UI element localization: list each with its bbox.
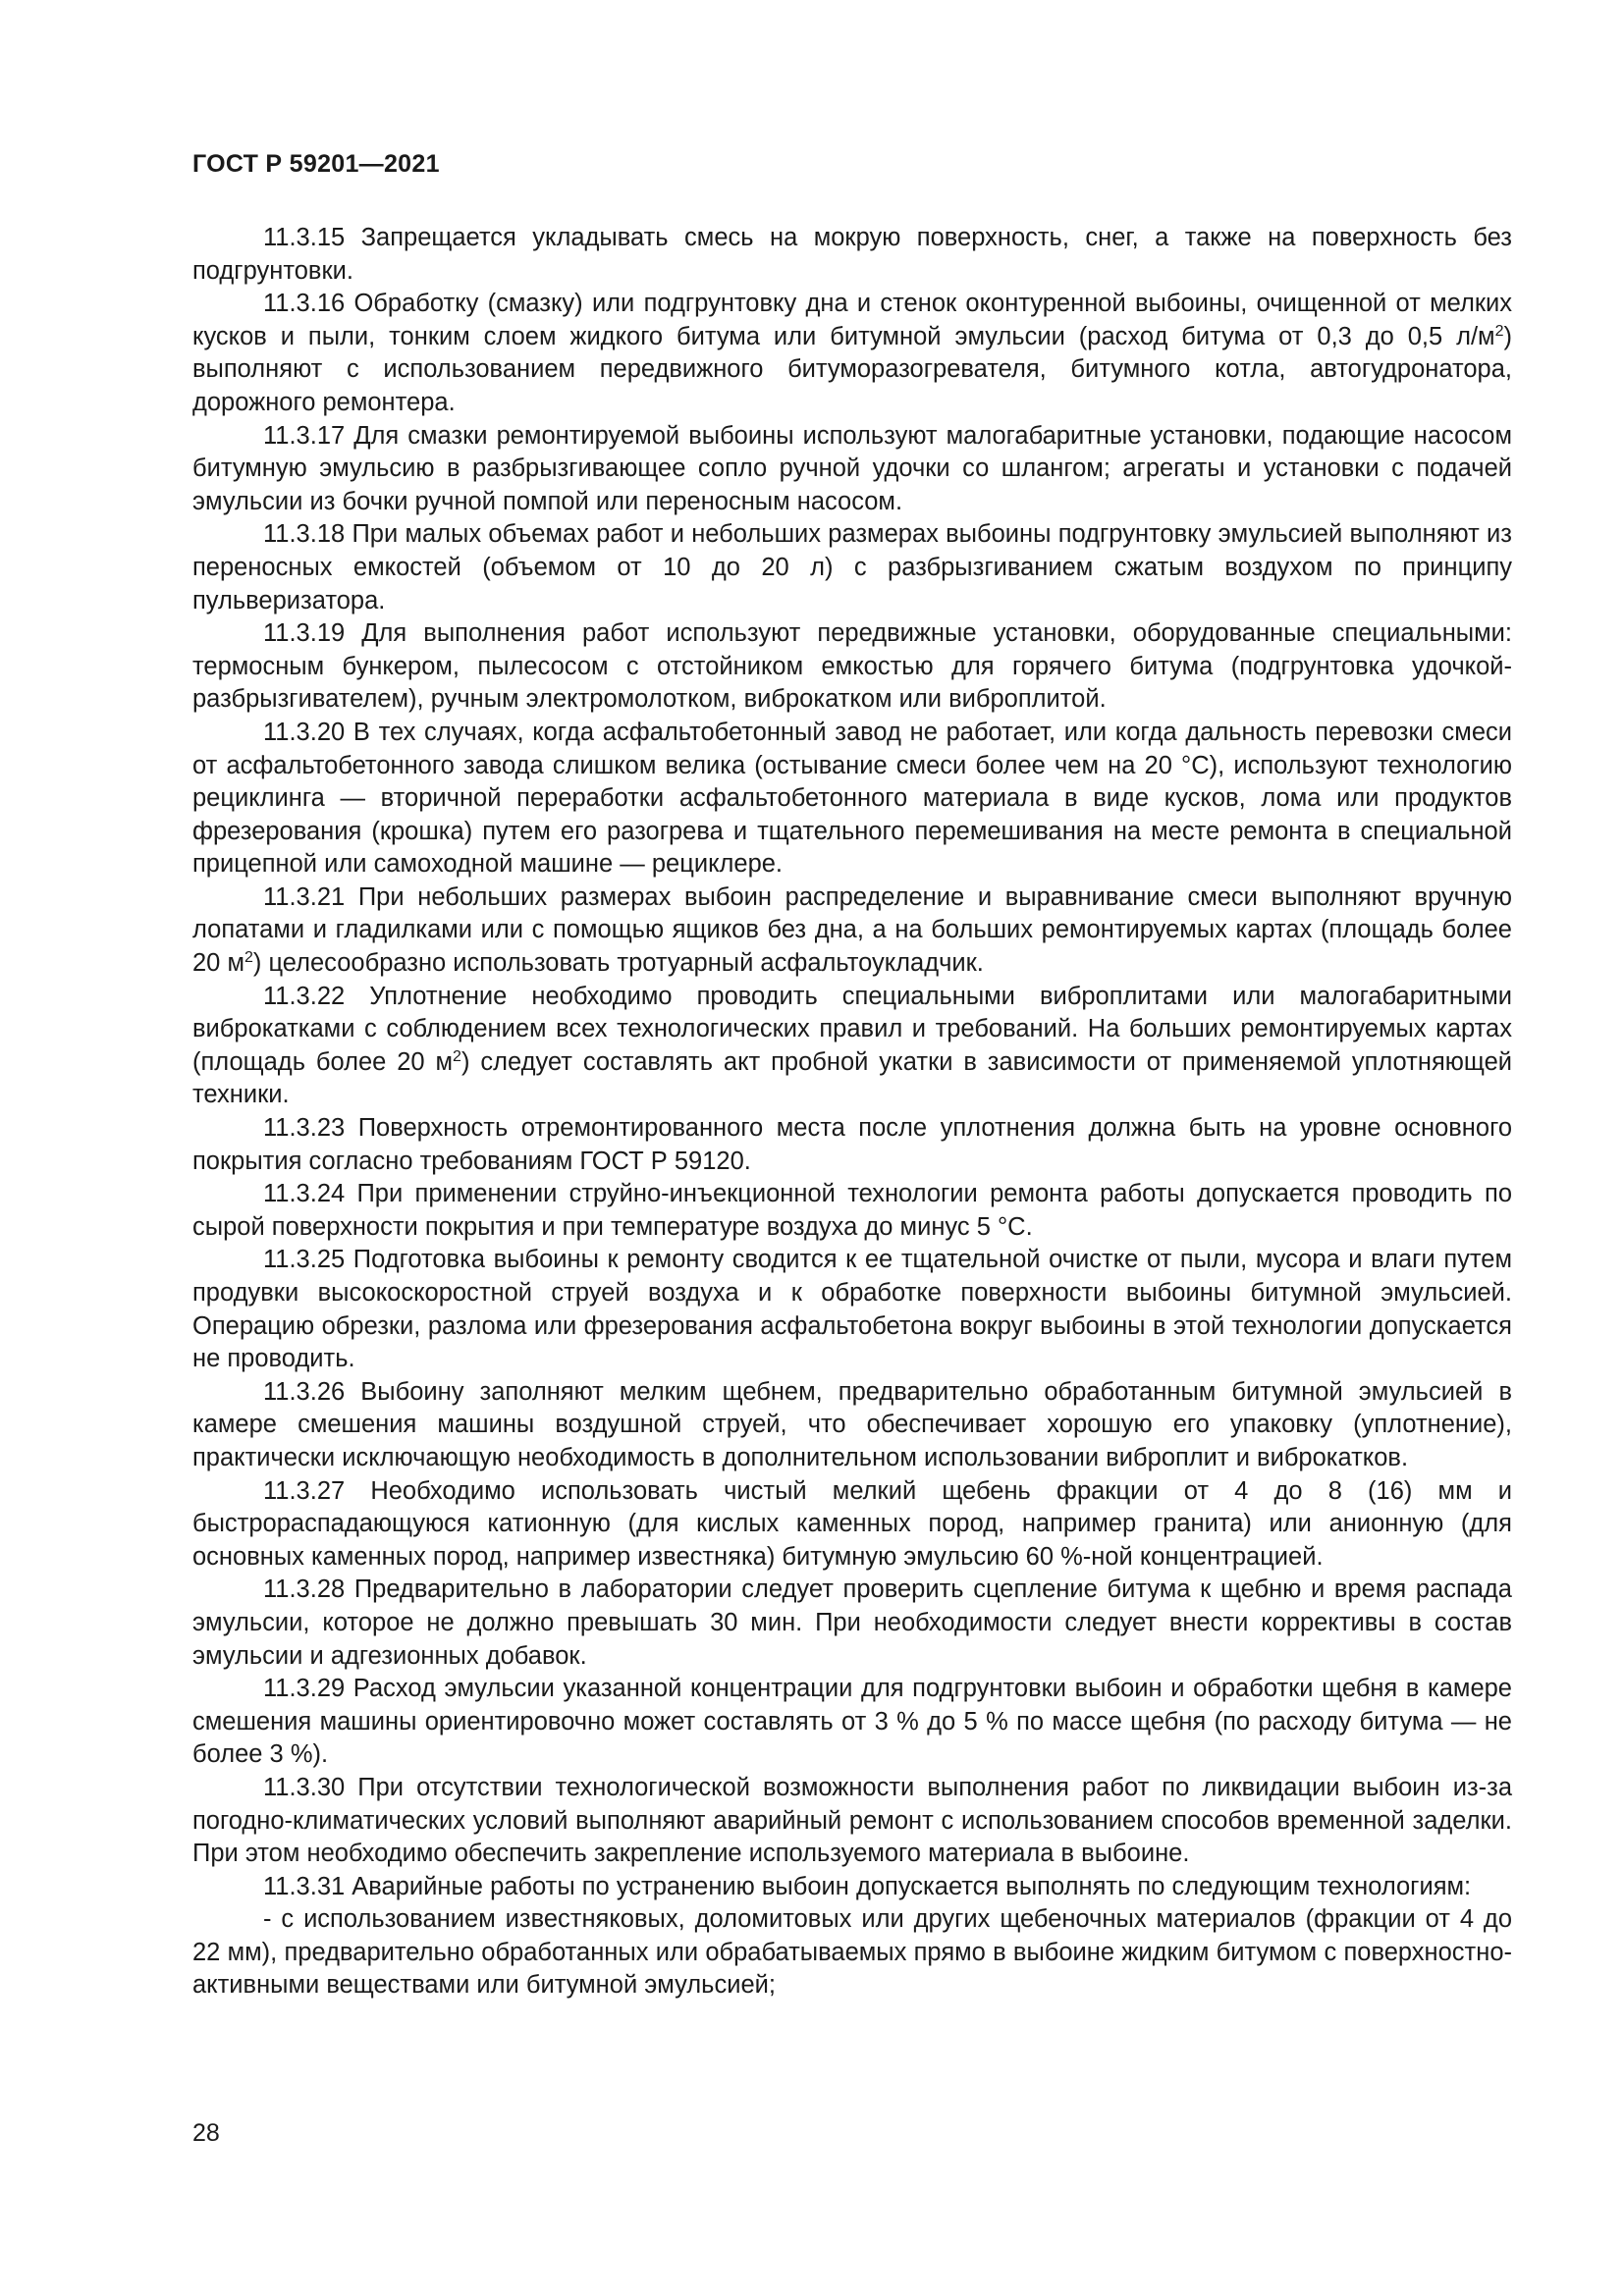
paragraph-11-3-20: 11.3.20 В тех случаях, когда асфальтобетонный завод не работает, или когда дальность перевозки смеси от асфальтобетонного завода слишком велика (остывание смеси более чем на 20 °С), используют технологию рециклинга — вторичной переработки асфальтобетонного материала в виде кусков, лома или продуктов фрезерования (крошка) путем его разогрева и тщательного перемешивания на месте ремонта в специальной прицепной или самоходной машине — рециклере. xyxy=(192,718,1512,879)
paragraph-11-3-25: 11.3.25 Подготовка выбоины к ремонту сводится к ее тщательной очистке от пыли, мусора и влаги путем продувки высокоскоростной струей воздуха и к обработке поверхности выбоины битумной эмульсией. Операцию обрезки, разлома или фрезерования асфальтобетона вокруг выбоины в этой технологии допускается не проводить. xyxy=(192,1246,1512,1373)
document-code-header: ГОСТ Р 59201—2021 xyxy=(192,150,440,178)
paragraph-11-3-26: 11.3.26 Выбоину заполняют мелким щебнем, предварительно обработанным битумной эмульсией в камере смешения машины воздушной струей, что обеспечивает хорошую его упаковку (уплотнение), практически исключающую необходимость в дополнительном использовании виброплит и виброкатков. xyxy=(192,1377,1512,1471)
paragraph-11-3-17: 11.3.17 Для смазки ремонтируемой выбоины используют малогабаритные установки, подающие насосом битумную эмульсию в разбрызгивающее сопло ручной удочки со шлангом; агрегаты и установки с подачей эмульсии из бочки ручной помпой или переносным насосом. xyxy=(192,421,1512,515)
paragraph-11-3-15: 11.3.15 Запрещается укладывать смесь на мокрую поверхность, снег, а также на поверхность без подгрунтовки. xyxy=(192,224,1512,285)
paragraph-11-3-19: 11.3.19 Для выполнения работ используют передвижные установки, оборудованные специальными: термосным бункером, пылесосом с отстойником емкостью для горячего битума (подгрунтовка удочкой-разбрызгивателем), ручным электромолотком, виброкатком или виброплитой. xyxy=(192,619,1512,714)
document-body xyxy=(192,222,1512,2002)
paragraph-11-3-30: 11.3.30 При отсутствии технологической возможности выполнения работ по ликвидации выбоин из-за погодно-климатических условий выполняют аварийный ремонт с использованием способов временной заделки. При этом необходимо обеспечить закрепление используемого материала в выбоине. xyxy=(192,1773,1512,1868)
page-number: 28 xyxy=(192,2119,220,2147)
paragraph-11-3-18: 11.3.18 При малых объемах работ и небольших размерах выбоины подгрунтовку эмульсией выполняют из переносных емкостей (объемом от 10 до 20 л) с разбрызгиванием сжатым воздухом по принципу пульверизатора. xyxy=(192,520,1512,614)
paragraph-11-3-16: 11.3.16 Обработку (смазку) или подгрунтовку дна и стенок оконтуренной выбоины, очищенной от мелких кусков и пыли, тонким слоем жидкого битума или битумной эмульсии (расход битума от 0,3 до 0,5 $л/м^2$) выполняют с использованием передвижного битуморазогревателя, битумного котла, автогудронатора, дорожного ремонтера. xyxy=(192,290,1512,416)
paragraph-11-3-22: 11.3.22 Уплотнение необходимо проводить специальными виброплитами или малогабаритными виброкатками с соблюдением всех технологических правил и требований. На больших ремонтируемых картах (площадь более 20 $м^2$) следует составлять акт пробной укатки в зависимости от применяемой уплотняющей техники. xyxy=(192,982,1512,1109)
list-item: - с использованием известняковых, доломитовых или других щебеночных материалов (фракции от 4 до 22 мм), предварительно обработанных или обрабатываемых прямо в выбоине жидким битумом с поверхностно-активными веществами или битумной эмульсией; xyxy=(192,1905,1512,2000)
paragraph-11-3-28: 11.3.28 Предварительно в лаборатории следует проверить сцепление битума к щебню и время распада эмульсии, которое не должно превышать 30 мин. При необходимости следует внести коррективы в состав эмульсии и адгезионных добавок. xyxy=(192,1575,1512,1670)
paragraph-11-3-24: 11.3.24 При применении струйно-инъекционной технологии ремонта работы допускается проводить по сырой поверхности покрытия и при температуре воздуха до минус 5 °С. xyxy=(192,1180,1512,1241)
paragraph-11-3-21: 11.3.21 При небольших размерах выбоин распределение и выравнивание смеси выполняют вручную лопатами и гладилками или с помощью ящиков без дна, а на больших ремонтируемых картах (площадь более 20 $м^2$) целесообразно использовать тротуарный асфальтоукладчик. xyxy=(192,882,1512,978)
paragraph-11-3-31: 11.3.31 Аварийные работы по устранению выбоин допускается выполнять по следующим технологиям: xyxy=(263,1872,1472,1900)
paragraph-11-3-27: 11.3.27 Необходимо использовать чистый мелкий щебень фракции от 4 до 8 (16) мм и быстрораспадающуюся катионную (для кислых каменных пород, например гранита) или анионную (для основных каменных пород, например известняка) битумную эмульсию 60 %-ной концентрацией. xyxy=(192,1476,1512,1571)
paragraph-11-3-29: 11.3.29 Расход эмульсии указанной концентрации для подгрунтовки выбоин и обработки щебня в камере смешения машины ориентировочно может составлять от 3 % до 5 % по массе щебня (по расходу битума — не более 3 %). xyxy=(192,1675,1512,1769)
paragraph-11-3-23: 11.3.23 Поверхность отремонтированного места после уплотнения должна быть на уровне основного покрытия согласно требованиям ГОСТ Р 59120. xyxy=(192,1114,1512,1175)
